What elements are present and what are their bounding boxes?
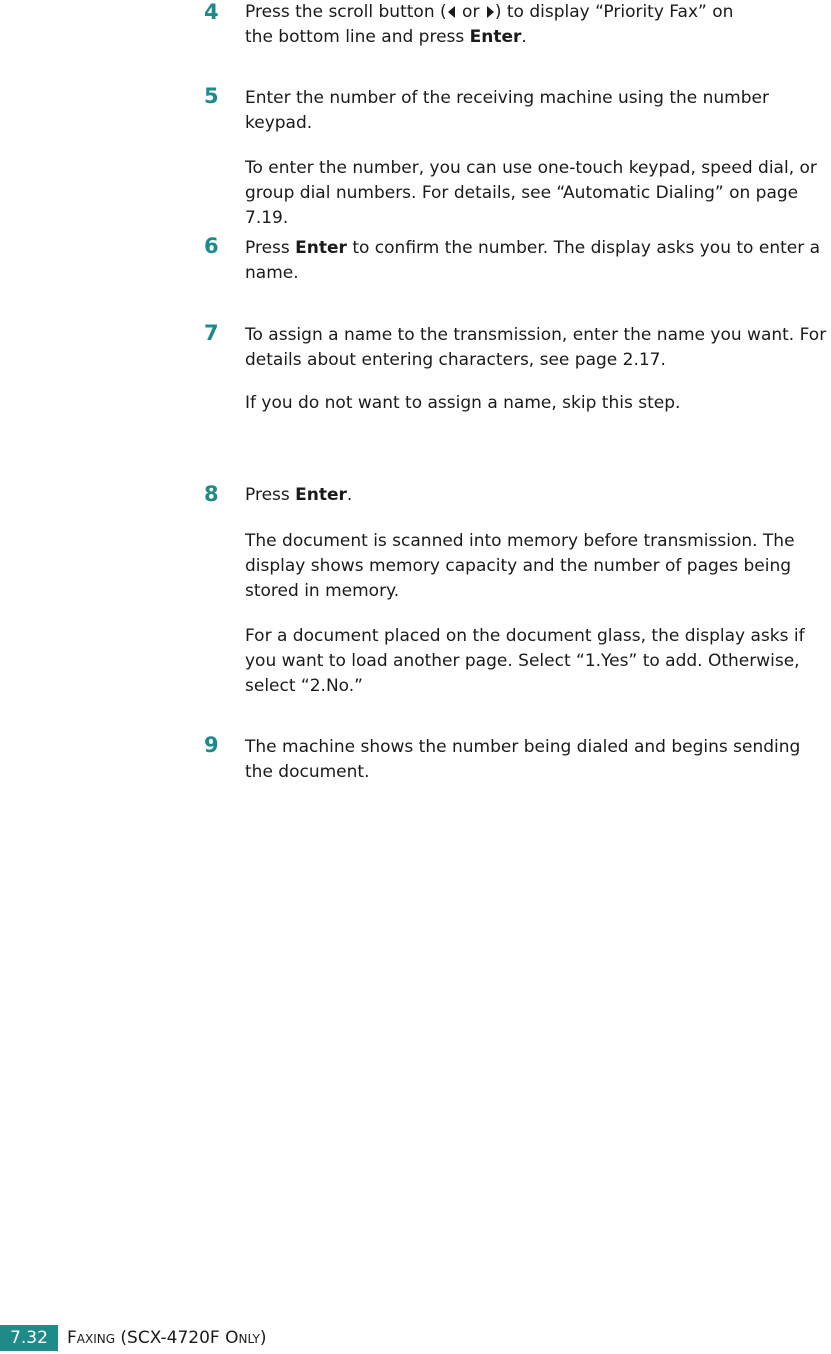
step-number: 7 — [204, 321, 219, 345]
step-number: 6 — [204, 234, 219, 258]
step-4-text: Press the scroll button ( or ) to display “Priority Fax” on the bottom line and press Enter. — [245, 2, 734, 47]
step-number: 9 — [204, 733, 219, 757]
step-5-text: Enter the number of the receiving machine using the number keypad. — [245, 88, 769, 133]
step-7-text: To assign a name to the transmission, enter the name you want. For details about entering characters, see page 2.17. — [245, 325, 827, 370]
step-7-note: If you do not want to assign a name, skip this step. — [245, 393, 681, 413]
section-title: Faxing (SCX-4720F Only) — [67, 1328, 267, 1348]
step-8-note-2: For a document placed on the document glass, the display asks if you want to load another page. Select “1.Yes” to add. Otherwise, select “2.No.” — [245, 626, 805, 696]
page-number: 7.32 — [0, 1325, 58, 1351]
step-6-text: Press Enter to confirm the number. The display asks you to enter a name. — [245, 238, 821, 283]
step-5-note: To enter the number, you can use one-touch keypad, speed dial, or group dial numbers. For details, see “Automatic Dialing” on page 7.19. — [245, 158, 817, 228]
scroll-right-icon — [485, 5, 495, 19]
step-number: 5 — [204, 84, 219, 108]
step-8-text: Press Enter. — [245, 485, 353, 505]
scroll-left-icon — [447, 5, 457, 19]
step-number: 8 — [204, 482, 219, 506]
step-8-note-1: The document is scanned into memory before transmission. The display shows memory capacity and the number of pages being stored in memory. — [245, 531, 795, 601]
step-9-text: The machine shows the number being dialed and begins sending the document. — [245, 737, 801, 782]
step-number: 4 — [204, 0, 219, 24]
